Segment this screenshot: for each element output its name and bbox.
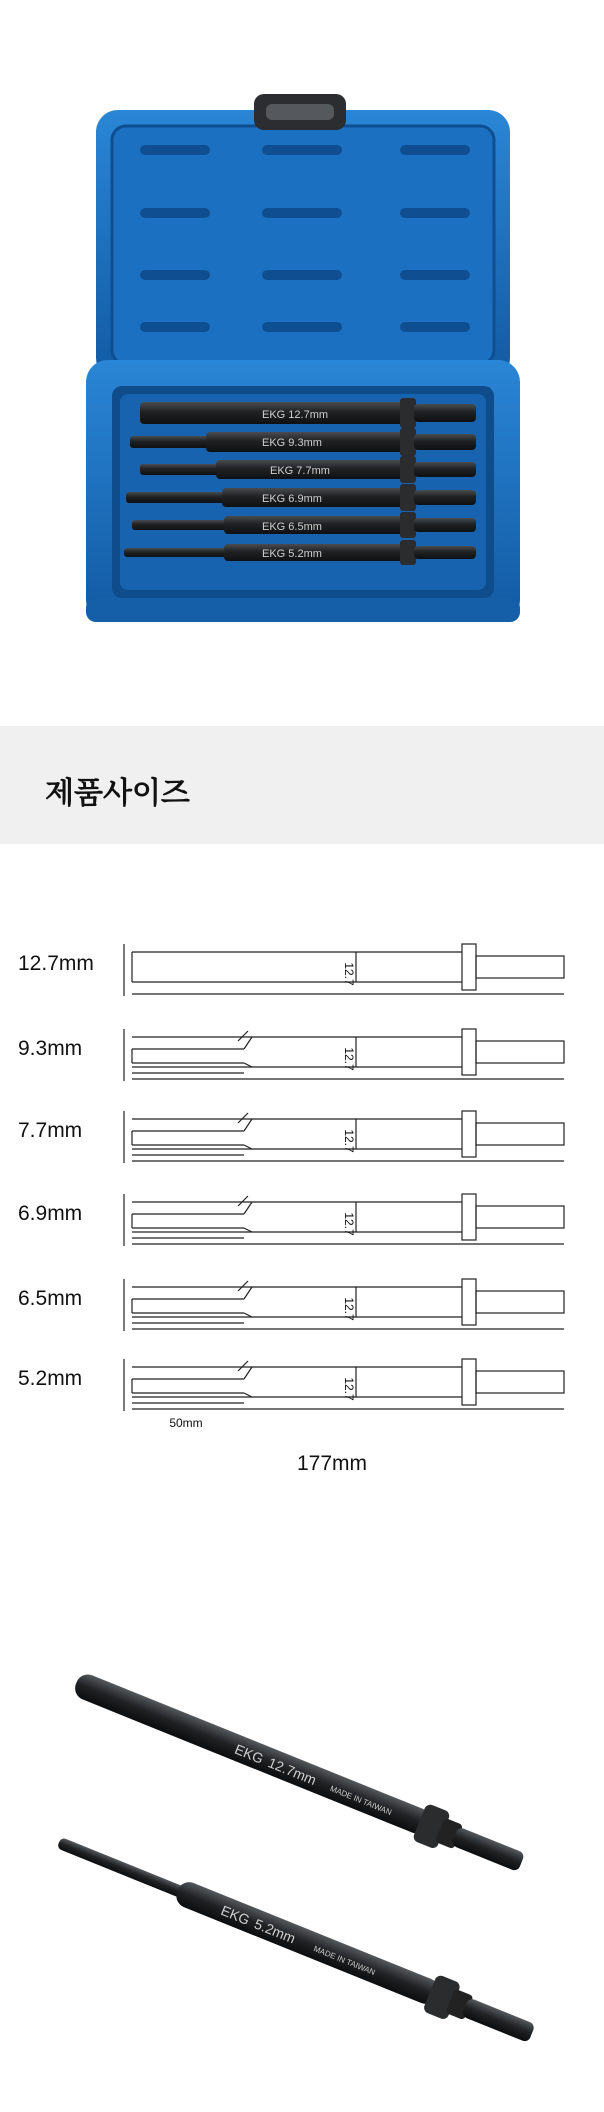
- diagram-line: [244, 1367, 252, 1379]
- diagram-row-size-label: 6.9mm: [18, 1202, 83, 1225]
- punch-12-7: [69, 1664, 529, 1881]
- tool-a-size: 12.7mm: [265, 1754, 319, 1789]
- tool-b-brand: EKG: [218, 1902, 253, 1928]
- diagram-row-size-label: 7.7mm: [18, 1119, 83, 1142]
- diagram-tip: [476, 1371, 564, 1393]
- svg-text:EKG 6.5mm: EKG 6.5mm: [262, 521, 322, 533]
- product-photo-tools: [0, 1620, 604, 2070]
- diagram-row-size-label: 9.3mm: [18, 1037, 83, 1060]
- diagram-collar: [462, 1029, 476, 1075]
- svg-text:EKG 7.7mm: EKG 7.7mm: [270, 465, 330, 477]
- diagram-tip: [476, 956, 564, 978]
- size-section-header: [0, 726, 604, 844]
- diagram-row-size-label: 6.5mm: [18, 1287, 83, 1310]
- svg-text:EKG 6.9mm: EKG 6.9mm: [262, 493, 322, 505]
- diagram-line: [244, 1119, 252, 1131]
- tool-b-made-in: MADE IN TAIWAN: [312, 1944, 377, 1978]
- diagram-line: [244, 1287, 252, 1299]
- diagram-tip: [476, 1041, 564, 1063]
- tool-a-made-in: MADE IN TAIWAN: [328, 1784, 393, 1817]
- diagram-row: [18, 1359, 564, 1411]
- diagram-collar: [462, 1111, 476, 1157]
- diagram-line: [238, 1196, 248, 1206]
- punch-5-2: [51, 1824, 539, 2052]
- svg-text:EKG 9.3mm: EKG 9.3mm: [262, 437, 322, 449]
- dimension-diagram: [0, 890, 604, 1510]
- diagram-line: [238, 1281, 248, 1291]
- product-photo-case: [0, 0, 604, 720]
- diagram-collar: [462, 1279, 476, 1325]
- section-title: 제품사이즈: [45, 776, 190, 811]
- total-length-label: 177mm: [296, 1452, 368, 1475]
- diagram-row: [18, 1029, 564, 1081]
- case-illustration: [0, 0, 604, 720]
- svg-text:EKG 12.7mm: EKG 12.7mm: [262, 409, 329, 421]
- diagram-row: [18, 1194, 564, 1246]
- tool-b-size: 5.2mm: [252, 1915, 298, 1947]
- diagram-drawing: [0, 890, 604, 1510]
- diagram-tip: [476, 1291, 564, 1313]
- diagram-tip: [476, 1206, 564, 1228]
- taper-length-label: 50mm: [169, 1416, 203, 1430]
- tool-a-brand: EKG: [232, 1740, 266, 1767]
- diagram-shank-label: 12.7: [342, 1047, 356, 1071]
- diagram-row: [18, 1279, 564, 1331]
- diagram-tip: [476, 1123, 564, 1145]
- svg-text:EKG 5.2mm: EKG 5.2mm: [262, 548, 322, 560]
- diagram-shank-label: 12.7: [342, 962, 356, 986]
- diagram-row-size-label: 12.7mm: [18, 952, 94, 975]
- diagram-collar: [462, 1359, 476, 1405]
- diagram-line: [244, 1202, 252, 1214]
- diagram-shank-label: 12.7: [342, 1377, 356, 1401]
- diagram-shank-label: 12.7: [342, 1129, 356, 1153]
- diagram-shank-label: 12.7: [342, 1212, 356, 1236]
- tools-illustration: [0, 1620, 604, 2070]
- diagram-collar: [462, 944, 476, 990]
- diagram-row: [18, 944, 564, 996]
- diagram-collar: [462, 1194, 476, 1240]
- diagram-line: [244, 1037, 252, 1049]
- diagram-line: [238, 1361, 248, 1371]
- diagram-row: [18, 1111, 564, 1163]
- diagram-row-size-label: 5.2mm: [18, 1367, 83, 1390]
- diagram-line: [238, 1031, 248, 1041]
- diagram-shank-label: 12.7: [342, 1297, 356, 1321]
- diagram-line: [238, 1113, 248, 1123]
